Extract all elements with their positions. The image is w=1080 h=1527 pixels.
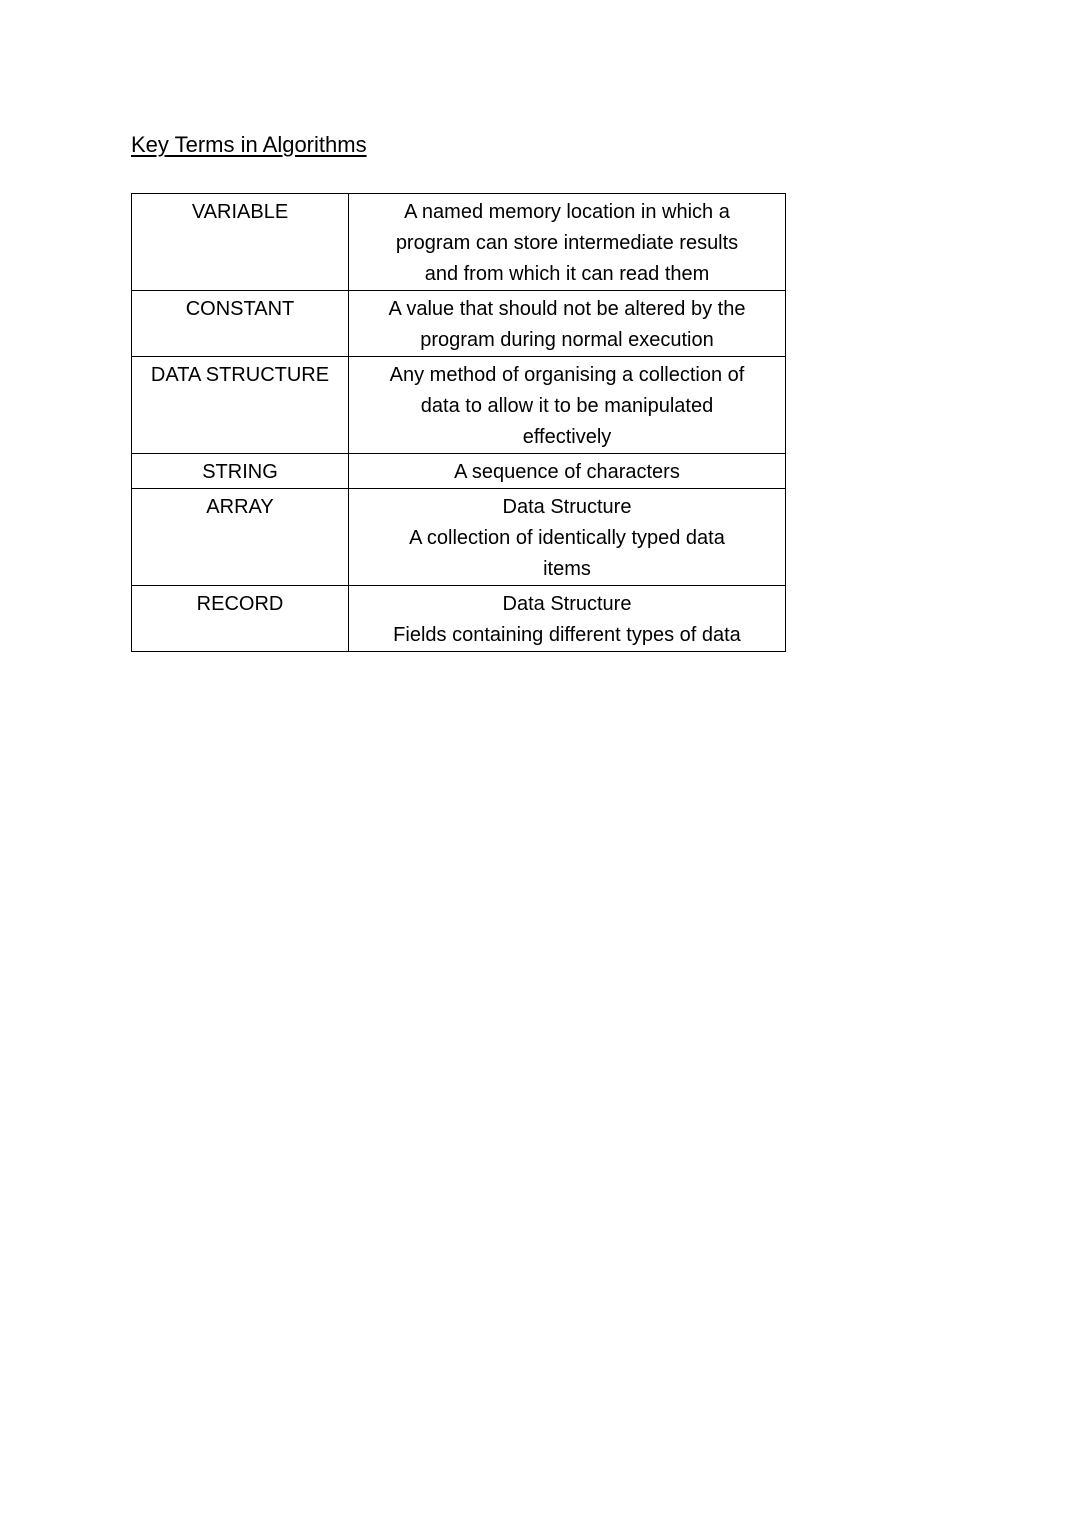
definition-cell	[349, 194, 786, 291]
term-cell: VARIABLE	[132, 194, 349, 291]
definition-line: Data Structure	[502, 496, 632, 518]
definition-line: and from which it can read them	[424, 263, 710, 285]
definition-line: A sequence of characters	[454, 461, 680, 483]
term-cell: CONSTANT	[132, 291, 349, 357]
definition-line: items	[543, 558, 591, 580]
definition-line: A collection of identically typed data	[409, 527, 725, 549]
definition-cell	[349, 291, 786, 357]
term-cell: STRING	[132, 454, 349, 489]
definition-line: program during normal execution	[420, 329, 714, 351]
definition-line: A named memory location in which a	[404, 201, 730, 223]
table-row	[132, 454, 786, 489]
key-terms-table	[131, 193, 786, 652]
term-cell: RECORD	[132, 586, 349, 652]
definition-line: A value that should not be altered by the	[388, 298, 746, 320]
definition-line: Any method of organising a collection of	[389, 364, 745, 386]
definition-cell	[349, 586, 786, 652]
table-row	[132, 489, 786, 586]
term-cell: DATA STRUCTURE	[132, 357, 349, 454]
definition-line: Fields containing different types of data	[393, 624, 741, 646]
definition-cell	[349, 454, 786, 489]
definition-line: program can store intermediate results	[395, 232, 739, 254]
table-row	[132, 357, 786, 454]
term-cell: ARRAY	[132, 489, 349, 586]
table-row	[132, 291, 786, 357]
page-title: Key Terms in Algorithms	[131, 132, 367, 157]
table-row	[132, 194, 786, 291]
definition-cell	[349, 489, 786, 586]
definition-line: data to allow it to be manipulated	[420, 395, 714, 417]
definition-line: effectively	[522, 426, 612, 448]
definition-line: Data Structure	[502, 593, 632, 615]
table-row	[132, 586, 786, 652]
definition-cell	[349, 357, 786, 454]
